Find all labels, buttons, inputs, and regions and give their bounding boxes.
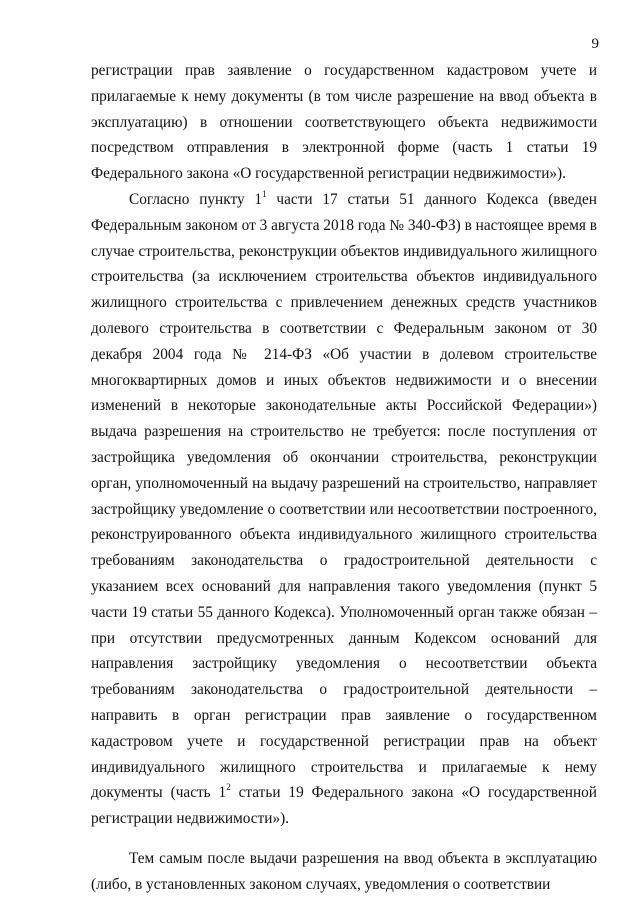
paragraph-text: регистрации прав заявление о государственном кадастровом учете и прилагаемые к нему документы (в том числе разрешение на ввод объекта в эксплуатацию) в отношении соответствующего объекта недвижимости посредством отправления в электронной форме (часть 1 статьи 19 Федерального закона «О государственной регистрации недвижимости»). <box>91 62 597 183</box>
paragraph-conclusion <box>91 846 597 898</box>
paragraph-text: Тем самым после выдачи разрешения на ввод объекта в эксплуатацию (либо, в установленных законом случаях, уведомления о соответствии <box>91 849 597 893</box>
paragraph-text-part-3: статьи 19 Федерального закона «О государственной регистрации недвижимости»). <box>91 784 597 828</box>
paragraph-text-part-2: части 17 статьи 51 данного Кодекса (введен Федеральным законом от 3 августа 2018 года № 340-ФЗ) в настоящее время в случае строительства, реконструкции объектов индивидуального жилищного строительства (за исключением строительства объектов индивидуального жилищного строительства с привлечением денежных средств участников долевого строительства в соответствии с Федеральным законом от 30 декабря 2004 года № 214-ФЗ «Об участии в долевом строительстве многоквартирных домов и иных объектов недвижимости и о внесении изменений в некоторые законодательные акты Российской Федерации») выдача разрешения на строительство не требуется: после поступления от застройщика уведомления об окончании строительства, реконструкции орган, уполномоченный на выдачу разрешений на строительство, направляет застройщику уведомление о соответствии или несоответствии построенного, реконструированного объекта индивидуального жилищного строительства требованиям законодательства о градостроительной деятельности с указанием всех оснований для направления такого уведомления (пункт 5 части 19 статьи 55 данного Кодекса). Уполномоченный орган также обязан – при отсутствии предусмотренных данным Кодексом оснований для направления застройщику уведомления о несоответствии объекта требованиям законодательства о градостроительной деятельности – направить в орган регистрации прав заявление о государственном кадастровом учете и государственной регистрации прав на объект индивидуального жилищного строительства и прилагаемые к нему документы (часть 1 <box>91 190 597 802</box>
paragraph-continuation <box>91 58 597 187</box>
superscript-2: 2 <box>226 782 231 793</box>
document-body <box>91 58 597 898</box>
paragraph-text-part-1: Согласно пункту 1 <box>129 190 263 208</box>
superscript-1: 1 <box>262 188 267 199</box>
page-number: 9 <box>591 36 599 52</box>
paragraph-gap <box>91 832 597 846</box>
paragraph-article-51 <box>91 187 597 832</box>
